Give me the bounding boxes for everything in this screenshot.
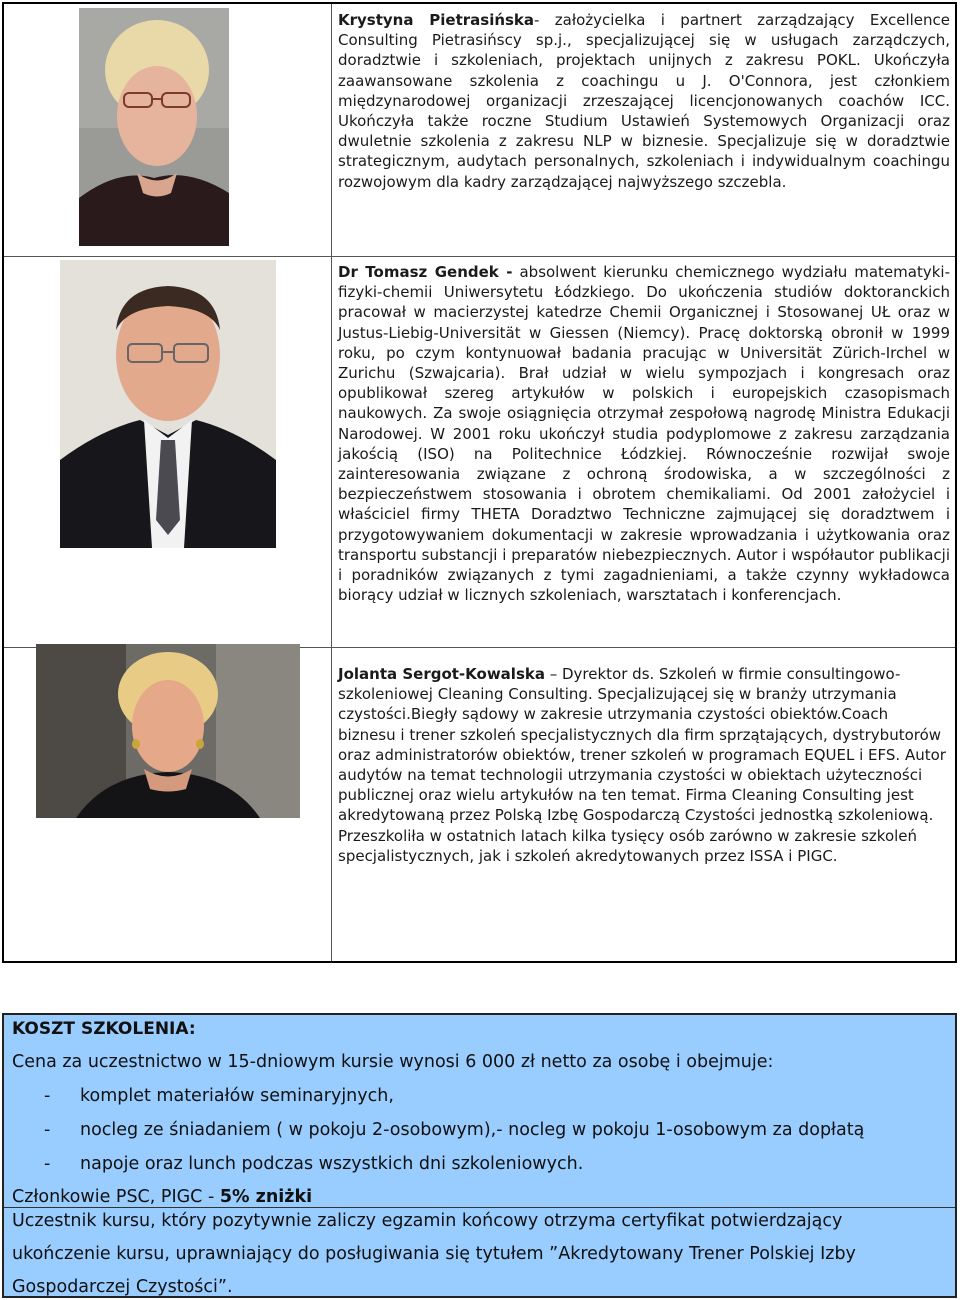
bio-text: absolwent kierunku chemicznego wydziału matematyki-fizyki-chemii Uniwersytetu Łódzkiego. Do ukończenia studiów doktoranckich pracował w macierzystej katedrze Chemii Organicznej i Stosowanej UŁ oraz w Justus-Liebig-Universität w Giessen (Niemcy). Pracę doktorską obronił w 1999 roku, po czym kontynuował badania pracując w Universität Zürich-Irchel w Zurichu (Szwajcaria). Brał udział w wielu sympozjach i kongresach oraz opublikował szereg artykułów w polskich i europejskich czasopismach naukowych. Za swoje osiągnięcia otrzymał zespołową nagrodę Ministra Edukacji Narodowej. W 2001 roku ukończył studia podyplomowe z zakresu zarządzania jakością (ISO) na Politechnice Łódzkiej. Równocześnie rozwijał swoje zainteresowania związane z ochroną środowiska, a w szczególności z bezpieczeństwem stosowania i obrotem chemikaliami. Od 2001 założyciel i właściciel firmy THETA Doradztwo Techniczne zajmującej się doradztwem i przygotowywaniem dokumentacji w zakresie wprowadzania i użytkowania oraz transportu substancji i preparatów niebezpiecznych. Autor i współautor publikacji i poradników związanych z tymi zagadnieniami, a także czynny wykładowca biorący udział w licznych szkoleniach, warsztatach i konferencjach. xyxy=(338,263,950,605)
cost-item xyxy=(44,1154,583,1174)
cost-item xyxy=(44,1120,864,1140)
cost-item-text: nocleg ze śniadaniem ( w pokoju 2-osobowym),- nocleg w pokoju 1-osobowym za dopłatą xyxy=(80,1120,865,1140)
bio-tomasz-gendek xyxy=(338,262,950,605)
certificate-line-3: Gospodarczej Czystości”. xyxy=(12,1277,233,1297)
bio-name: Dr Tomasz Gendek - xyxy=(338,263,513,281)
cost-item-text: komplet materiałów seminaryjnych, xyxy=(80,1086,394,1106)
discount-value: 5% zniżki xyxy=(219,1187,313,1207)
cost-title: KOSZT SZKOLENIA: xyxy=(12,1019,196,1039)
cost-divider xyxy=(4,1207,955,1208)
bullet-dash: - xyxy=(44,1086,51,1106)
certificate-line-1: Uczestnik kursu, który pozytywnie zaliczy egzamin końcowy otrzyma certyfikat potwierdzający xyxy=(12,1211,843,1231)
cost-intro: Cena za uczestnictwo w 15-dniowym kursie wynosi 6 000 zł netto za osobę i obejmuje: xyxy=(12,1052,774,1072)
portrait-tomasz-gendek xyxy=(60,260,276,548)
portrait-jolanta-sergot-kowalska xyxy=(36,644,300,818)
bio-jolanta-sergot-kowalska xyxy=(338,664,950,866)
bio-text: – Dyrektor ds. Szkoleń w firmie consultingowo-szkoleniowej Cleaning Consulting. Specjalizującej się w branży utrzymania czystości.Biegły sądowy w zakresie utrzymania czystości obiektów.Coach biznesu i trener szkoleń specjalistycznych dla firm sprzątających, dystrybutorów oraz administratorów obiektów, trener szkoleń w programach EQUEL i EFS. Autor audytów na temat technologii utrzymania czystości w obiektach użyteczności publicznej oraz wielu artykułów na ten temat. Firma Cleaning Consulting jest akredytowaną przez Polską Izbę Gospodarczą Czystości jednostką szkoleniową. Przeszkoliła w ostatnich latach kilka tysięcy osób zarówno w zakresie szkoleń specjalistycznych, jak i szkoleń akredytowanych przez ISSA i PIGC. xyxy=(338,665,946,865)
cost-box xyxy=(2,1013,957,1298)
bio-name: Krystyna Pietrasińska xyxy=(338,11,535,29)
bullet-dash: - xyxy=(44,1154,51,1174)
bullet-dash: - xyxy=(44,1120,51,1140)
column-divider xyxy=(331,4,332,961)
portrait-krystyna-pietrasinska xyxy=(79,8,229,246)
bio-name: Jolanta Sergot-Kowalska xyxy=(338,665,545,683)
trainer-bios-table xyxy=(2,2,957,963)
row-divider xyxy=(4,256,955,257)
cost-item xyxy=(44,1086,394,1106)
discount-line xyxy=(12,1187,312,1207)
bio-krystyna-pietrasinska xyxy=(338,10,950,192)
certificate-line-2: ukończenie kursu, uprawniający do posługiwania się tytułem ”Akredytowany Trener Polskiej Izby xyxy=(12,1244,856,1264)
discount-prefix: Członkowie PSC, PIGC - xyxy=(12,1187,220,1207)
cost-item-text: napoje oraz lunch podczas wszystkich dni szkoleniowych. xyxy=(80,1154,584,1174)
bio-text: - założycielka i partnert zarządzający Excellence Consulting Pietrasińscy sp.j., specjalizującej się w usługach zarządczych, doradztwie i szkoleniach, projektach unijnych z zakresu POKL. Ukończyła zaawansowane szkolenia z coachingu u J. O'Connora, jest członkiem międzynarodowej organizacji zrzeszającej licencjonowanych coachów ICC. Ukończyła także roczne Studium Ustawień Systemowych Organizacji oraz dwuletnie szkolenia z zakresu NLP w biznesie. Specjalizuje się w doradztwie strategicznym, audytach personalnych, szkoleniach i indywidualnym coachingu rozwojowym dla kadry zarządzającej najwyższego szczebla. xyxy=(338,11,950,191)
